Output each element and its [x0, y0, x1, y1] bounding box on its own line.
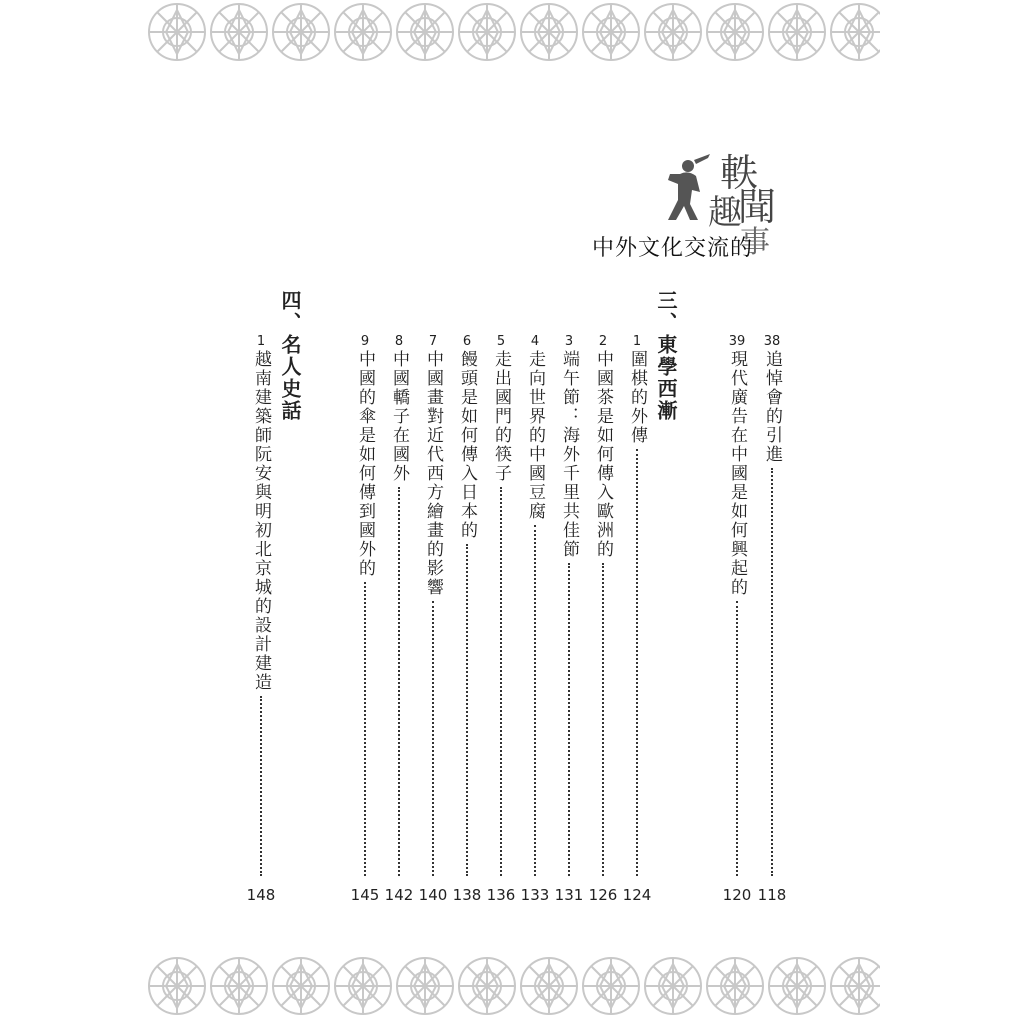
book-subtitle: 中外文化交流的: [592, 236, 754, 261]
toc-entry[interactable]: [722, 334, 752, 880]
entry-number: 5: [496, 334, 506, 349]
entry-title: 中國茶是如何傳入歐洲的: [593, 350, 613, 559]
dot-leader: [466, 544, 468, 876]
dot-leader: [500, 487, 502, 876]
entry-page-number: 126: [588, 886, 618, 904]
entry-number: 1: [256, 334, 266, 349]
entry-number: 6: [462, 334, 472, 349]
toc-entry[interactable]: [452, 334, 482, 880]
entry-page-number: 138: [452, 886, 482, 904]
entry-number: 38: [763, 334, 781, 349]
entry-page-number: 124: [622, 886, 652, 904]
toc-entry[interactable]: [486, 334, 516, 880]
entry-page-number: 140: [418, 886, 448, 904]
entry-title: 現代廣告在中國是如何興起的: [727, 350, 747, 597]
toc-entry[interactable]: [588, 334, 618, 880]
entry-number: 8: [394, 334, 404, 349]
logo-char: 趣: [708, 193, 742, 233]
entry-title: 圍棋的外傳: [627, 350, 647, 445]
entry-title: 越南建築師阮安與明初北京城的設計建造: [251, 350, 271, 692]
entry-page-number: 118: [757, 886, 787, 904]
toc-entry[interactable]: [554, 334, 584, 880]
entry-number: 39: [728, 334, 746, 349]
dot-leader: [364, 582, 366, 876]
dot-leader: [534, 525, 536, 876]
toc-entry[interactable]: [520, 334, 550, 880]
dot-leader: [602, 563, 604, 876]
entry-title: 走向世界的中國豆腐: [525, 350, 545, 521]
toc-entry[interactable]: [350, 334, 380, 880]
dot-leader: [432, 601, 434, 876]
dot-leader: [736, 601, 738, 876]
toc-entry[interactable]: [384, 334, 414, 880]
entry-page-number: 142: [384, 886, 414, 904]
top-ornament-band: [140, 0, 880, 70]
entry-title: 中國畫對近代西方繪畫的影響: [423, 350, 443, 597]
toc-entry[interactable]: [622, 334, 652, 880]
dot-leader: [398, 487, 400, 876]
bottom-ornament-band: [140, 948, 880, 1018]
section-heading: 四、名人史話: [278, 290, 302, 422]
entry-number: 1: [632, 334, 642, 349]
entry-title: 追悼會的引進: [762, 350, 782, 464]
entry-page-number: 120: [722, 886, 752, 904]
dot-leader: [260, 696, 262, 876]
toc-entry[interactable]: [246, 334, 276, 880]
entry-page-number: 136: [486, 886, 516, 904]
entry-number: 3: [564, 334, 574, 349]
entry-title: 走出國門的筷子: [491, 350, 511, 483]
dot-leader: [636, 449, 638, 876]
entry-number: 4: [530, 334, 540, 349]
dot-leader: [568, 563, 570, 876]
entry-title: 中國的傘是如何傳到國外的: [355, 350, 375, 578]
entry-number: 2: [598, 334, 608, 349]
logo-char: 事: [740, 225, 770, 260]
entry-number: 9: [360, 334, 370, 349]
dot-leader: [771, 468, 773, 876]
logo-char: 軼: [720, 151, 759, 195]
toc-entry[interactable]: [418, 334, 448, 880]
entry-page-number: 145: [350, 886, 380, 904]
entry-page-number: 148: [246, 886, 276, 904]
section-heading: 三、東學西漸: [654, 290, 678, 422]
entry-page-number: 133: [520, 886, 550, 904]
entry-page-number: 131: [554, 886, 584, 904]
entry-number: 7: [428, 334, 438, 349]
entry-title: 中國轎子在國外: [389, 350, 409, 483]
toc-entry[interactable]: [757, 334, 787, 880]
entry-title: 端午節：海外千里共佳節: [559, 350, 579, 559]
logo-char: 聞: [738, 185, 777, 229]
entry-title: 饅頭是如何傳入日本的: [457, 350, 477, 540]
